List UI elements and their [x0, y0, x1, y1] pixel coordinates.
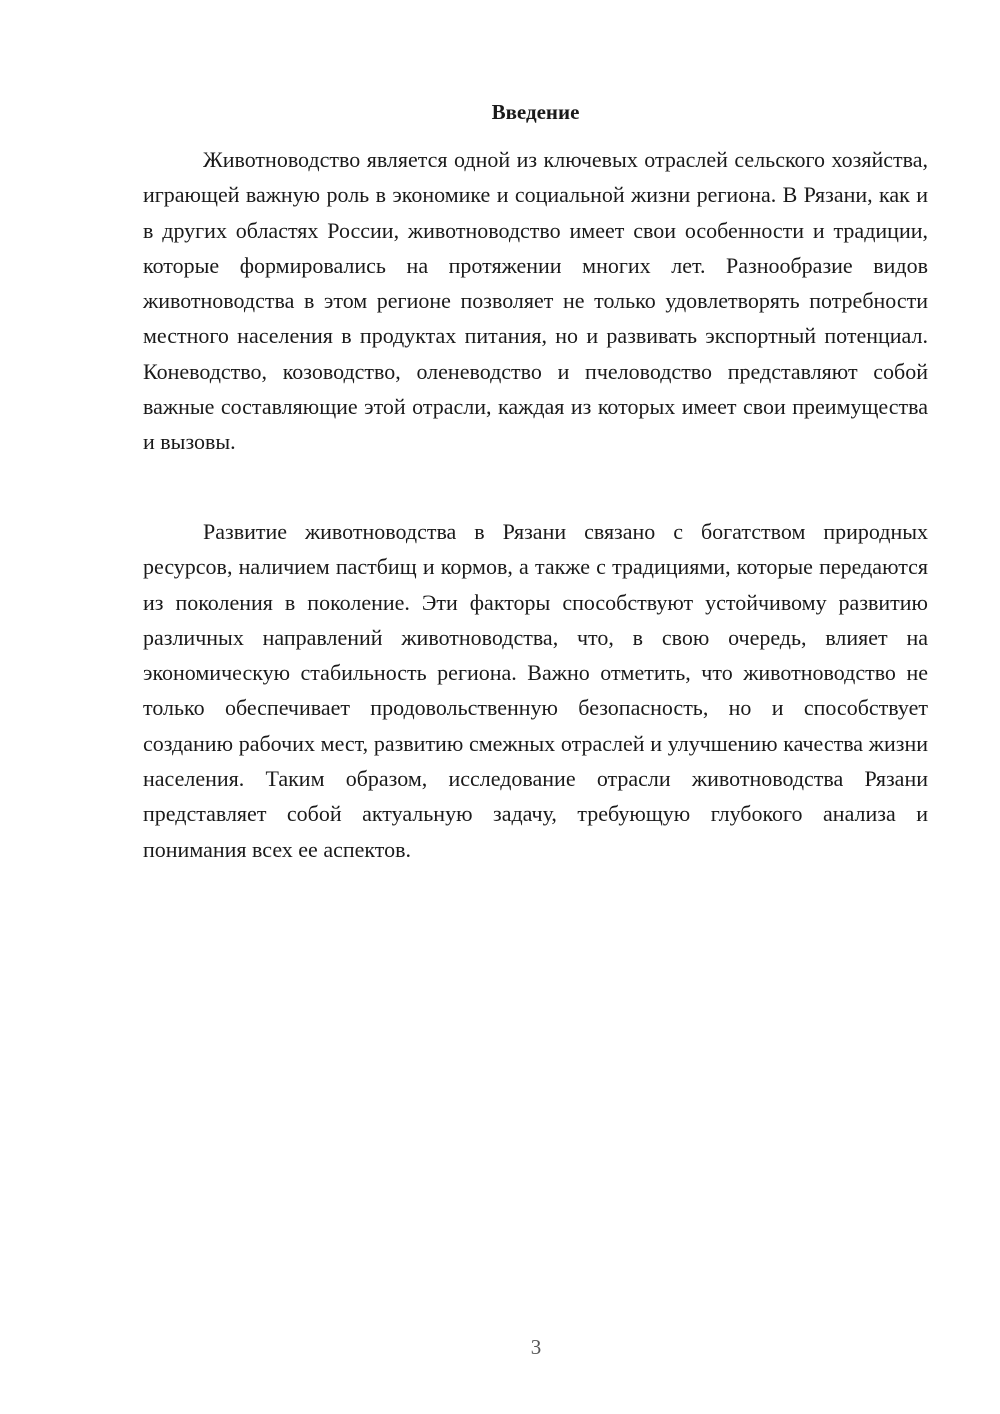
paragraph-development: Развитие животноводства в Рязани связано с богатством природных ресурсов, наличием пастбищ и кормов, а также с традициями, которые передаются из поколения в поколение. Эти факторы способствуют устойчивому развитию различных направлений животноводства, что, в свою очередь, влияет на экономическую стабильность региона. Важно отметить, что животноводство не только обеспечивает продовольственную безопасность, но и способствует созданию рабочих мест, развитию смежных отраслей и улучшению качества жизни населения. Таким образом, исследование отрасли животноводства Рязани представляет собой актуальную задачу, требующую глубокого анализа и понимания всех ее аспектов. — [143, 519, 928, 862]
paragraph-intro: Животноводство является одной из ключевых отраслей сельского хозяйства, играющей важную роль в экономике и социальной жизни региона. В Рязани, как и в других областях России, животноводство имеет свои особенности и традиции, которые формировались на протяжении многих лет. Разнообразие видов животноводства в этом регионе позволяет не только удовлетворять потребности местного населения в продуктах питания, но и развивать экспортный потенциал. Коневодство, козоводство, оленеводство и пчеловодство представляют собой важные составляющие этой отрасли, каждая из которых имеет свои преимущества и вызовы. — [143, 147, 928, 455]
page-number: 3 — [530, 1335, 542, 1359]
section-heading: Введение — [491, 100, 580, 124]
